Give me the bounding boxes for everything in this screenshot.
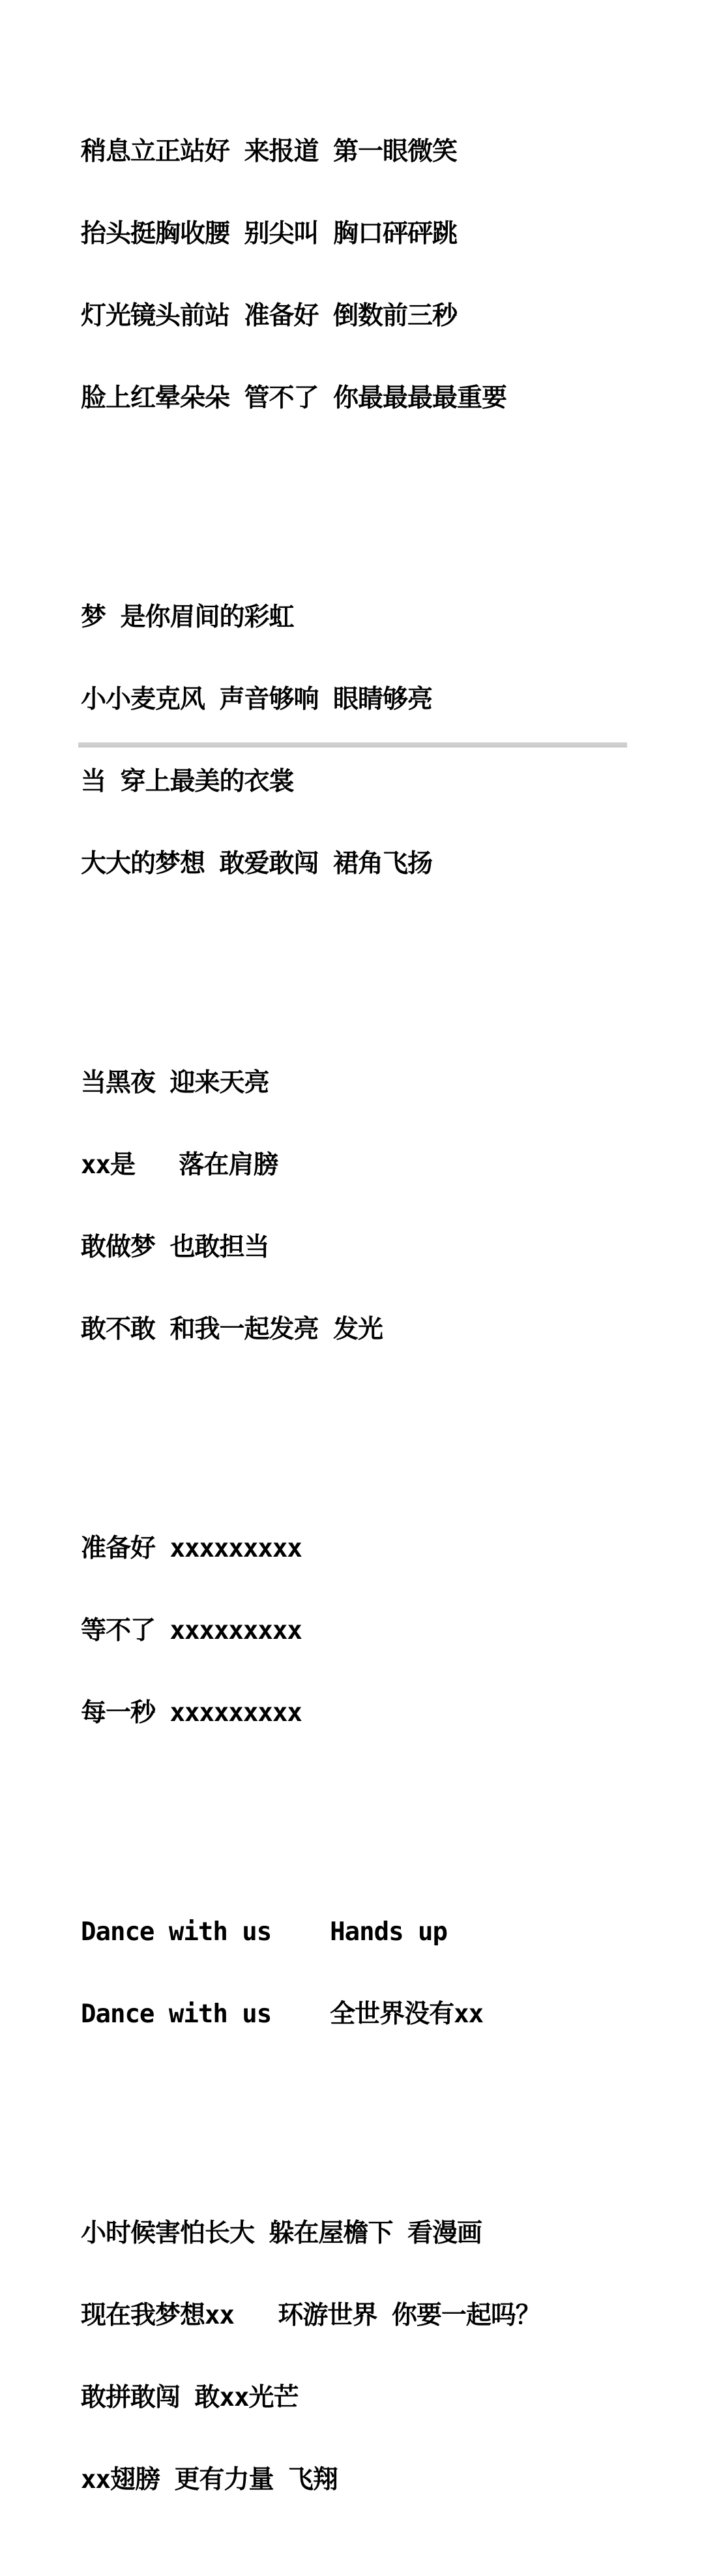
stanza-6 [81,2165,667,2549]
horizontal-scrollbar[interactable] [78,742,627,747]
lyric-line: 每一秒 xxxxxxxxx [81,1698,302,1728]
stanza-5 [81,1864,667,2083]
stanza-3 [81,1015,667,1398]
lyrics-document [81,29,667,2576]
lyric-line: 小小麦克风 声音够响 眼睛够亮 [81,685,432,714]
lyric-line: 梦 是你眉间的彩虹 [81,603,294,632]
lyric-line: 敢做梦 也敢担当 [81,1233,269,1262]
lyric-line: 灯光镜头前站 准备好 倒数前三秒 [81,301,457,331]
lyric-line: 现在我梦想xx 环游世界 你要一起吗？ [81,2301,540,2330]
lyric-line: Dance with us Hands up [81,1917,447,1947]
lyric-line: Dance with us 全世界没有xx [81,1999,484,2029]
lyric-line: 大大的梦想 敢爱敢闯 裙角飞扬 [81,849,432,878]
lyric-line: 当 穿上最美的衣裳 [81,767,294,796]
lyric-line: 敢拼敢闯 敢xx光芒 [81,2383,299,2412]
stanza-2 [81,549,667,933]
stanza-1 [81,83,667,467]
lyric-line: 抬头挺胸收腰 别尖叫 胸口砰砰跳 [81,219,457,248]
lyric-line: 当黑夜 迎来天亮 [81,1068,269,1098]
lyric-line: 脸上红晕朵朵 管不了 你最最最最重要 [81,383,506,413]
lyric-line: 小时候害怕长大 躲在屋檐下 看漫画 [81,2219,482,2248]
lyric-line: 稍息立正站好 来报道 第一眼微笑 [81,137,457,166]
lyric-line: 等不了 xxxxxxxxx [81,1616,302,1645]
stanza-4 [81,1480,667,1782]
lyric-line: xx翅膀 更有力量 飞翔 [81,2465,338,2494]
lyric-line: 准备好 xxxxxxxxx [81,1534,302,1563]
lyric-line: xx是 落在肩膀 [81,1150,278,1180]
lyric-line: 敢不敢 和我一起发亮 发光 [81,1315,383,1344]
